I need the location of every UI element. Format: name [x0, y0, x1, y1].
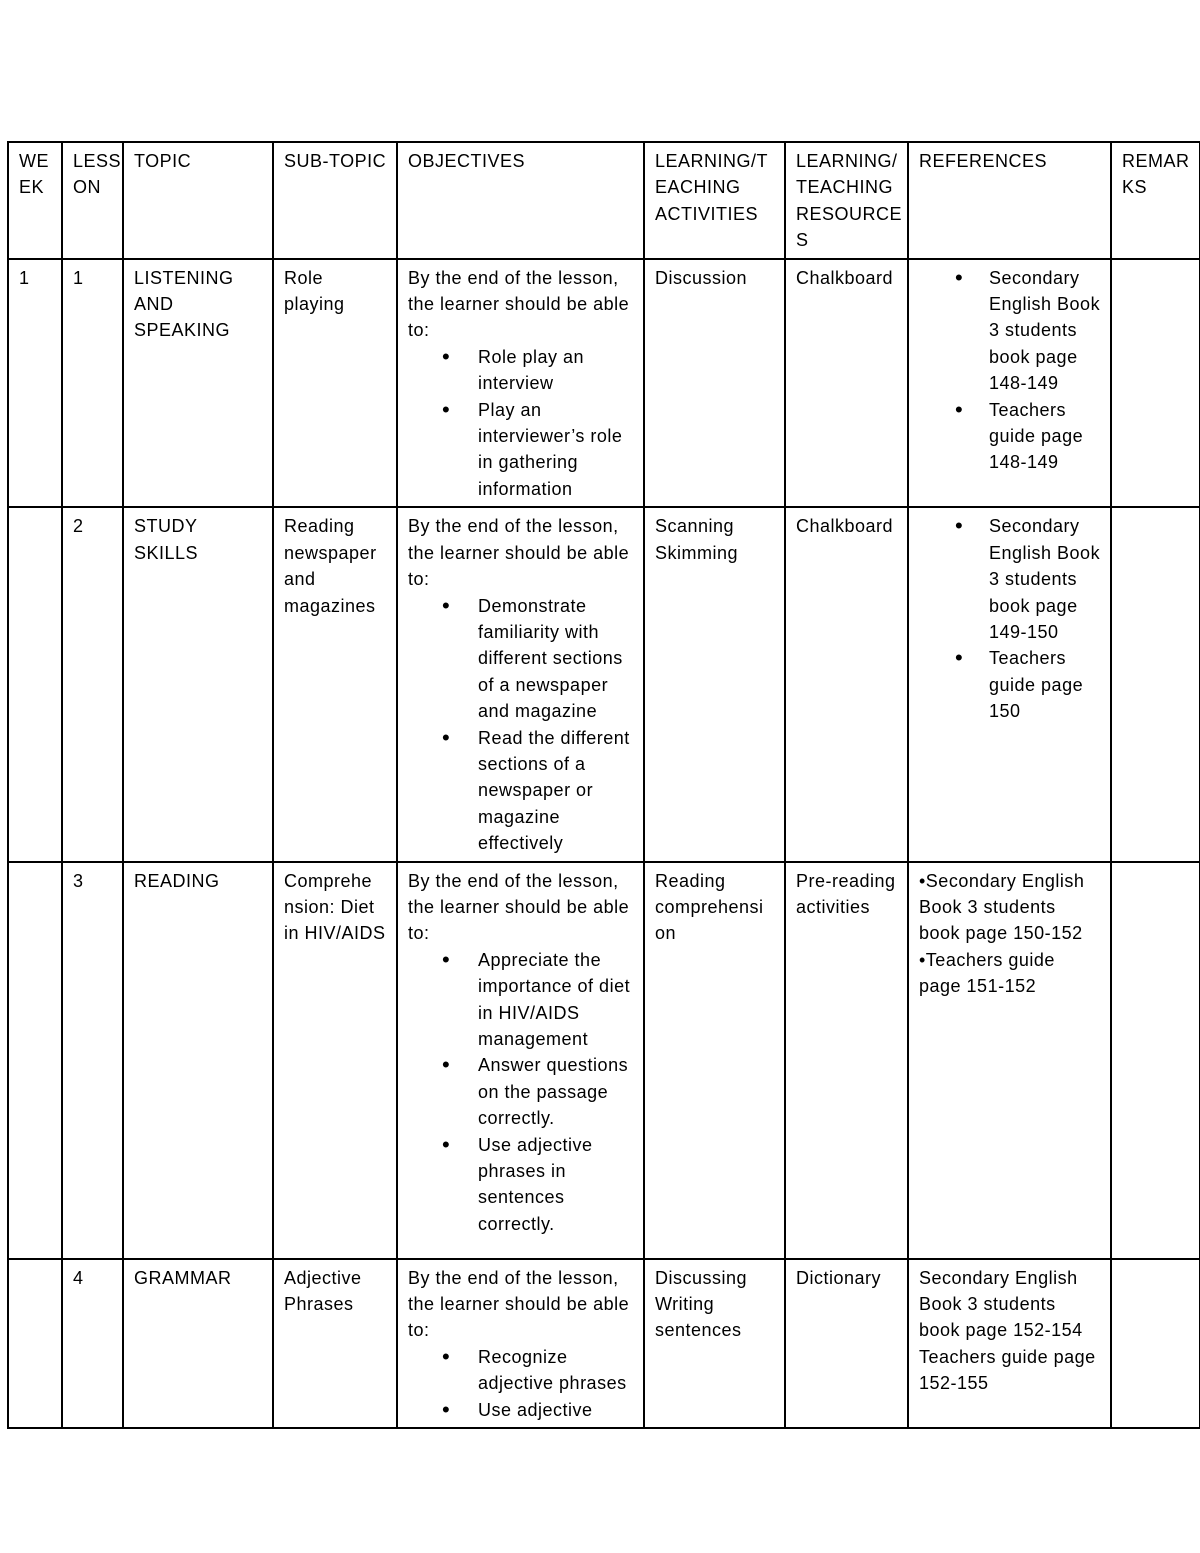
week-cell	[8, 259, 62, 508]
reference-item: Teachers guide page 152-155	[919, 1346, 1096, 1394]
table-row	[8, 862, 1200, 1259]
objectives-list	[408, 1344, 635, 1423]
resources-value: Chalkboard	[796, 516, 894, 537]
objectives-intro: By the end of the lesson, the learner should be able to:	[408, 870, 630, 944]
header-topic: TOPIC	[123, 142, 273, 259]
reference-item: Secondary English Book 3 students book page 152-154	[919, 1267, 1083, 1341]
table-row	[8, 507, 1200, 861]
lesson-cell	[62, 862, 123, 1259]
subtopic-cell	[273, 1259, 397, 1428]
references-list	[919, 513, 1102, 724]
remarks-cell	[1111, 259, 1200, 508]
header-lesson: LESS ON	[62, 142, 123, 259]
header-objectives: OBJECTIVES	[397, 142, 644, 259]
subtopic-value: Adjective Phrases	[284, 1267, 362, 1314]
activities-value: Reading comprehensi on	[655, 870, 764, 944]
remarks-cell	[1111, 1259, 1200, 1428]
header-references: REFERENCES	[908, 142, 1111, 259]
objectives-intro: By the end of the lesson, the learner should be able to:	[408, 516, 630, 590]
objectives-list	[408, 344, 635, 502]
objectives-cell	[397, 507, 644, 861]
topic-value: LISTENING AND SPEAKING	[134, 267, 234, 341]
header-week: WE EK	[8, 142, 62, 259]
topic-cell	[123, 1259, 273, 1428]
references-cell	[908, 259, 1111, 508]
table-row	[8, 1259, 1200, 1428]
lesson-value: 2	[73, 516, 84, 537]
lesson-value: 1	[73, 267, 84, 288]
lesson-cell	[62, 507, 123, 861]
header-remarks: REMAR KS	[1111, 142, 1200, 259]
week-value: 1	[19, 267, 30, 288]
topic-value: STUDY SKILLS	[134, 516, 199, 563]
activities-cell	[644, 862, 785, 1259]
activities-cell	[644, 507, 785, 861]
references-list	[919, 1265, 1102, 1397]
objectives-list	[408, 593, 635, 857]
header-activities: LEARNING/T EACHING ACTIVITIES	[644, 142, 785, 259]
reference-item: • Teachers guide page 150	[919, 645, 1102, 724]
subtopic-cell	[273, 259, 397, 508]
objectives-cell	[397, 259, 644, 508]
scheme-of-work-table	[7, 141, 1200, 1429]
objective-item: • Answer questions on the passage correctly.	[408, 1052, 635, 1131]
objectives-intro: By the end of the lesson, the learner should be able to:	[408, 1267, 630, 1341]
resources-value: Pre-reading activities	[796, 870, 896, 917]
reference-item: • Secondary English Book 3 students book page 149-150	[919, 513, 1102, 645]
subtopic-cell	[273, 507, 397, 861]
subtopic-value: Reading newspaper and magazines	[284, 516, 377, 616]
activities-cell	[644, 259, 785, 508]
objective-item: • Demonstrate familiarity with different sections of a newspaper and magazine	[408, 593, 635, 725]
topic-value: GRAMMAR	[134, 1267, 232, 1288]
header-subtopic: SUB-TOPIC	[273, 142, 397, 259]
reference-item: • Secondary English Book 3 students book page 148-149	[919, 265, 1102, 397]
week-cell	[8, 862, 62, 1259]
objectives-cell	[397, 1259, 644, 1428]
topic-cell	[123, 862, 273, 1259]
objectives-list	[408, 947, 635, 1237]
references-list	[919, 265, 1102, 476]
lesson-value: 4	[73, 1267, 84, 1288]
topic-value: READING	[134, 870, 220, 891]
week-cell	[8, 1259, 62, 1428]
objective-item: • Use adjective	[408, 1397, 635, 1423]
resources-cell	[785, 862, 908, 1259]
reference-item: •Teachers guide page 151-152	[919, 949, 1055, 997]
objective-item: • Play an interviewer’s role in gathering information	[408, 397, 635, 503]
objective-item: • Use adjective phrases in sentences correctly.	[408, 1132, 635, 1238]
subtopic-value: Role playing	[284, 267, 345, 315]
activities-cell	[644, 1259, 785, 1428]
resources-cell	[785, 507, 908, 861]
subtopic-cell	[273, 862, 397, 1259]
activities-value: Discussing Writing sentences	[655, 1267, 748, 1341]
references-cell	[908, 507, 1111, 861]
subtopic-value: Comprehe nsion: Diet in HIV/AIDS	[284, 870, 386, 944]
resources-cell	[785, 259, 908, 508]
activities-value: Discussion	[655, 267, 748, 288]
topic-cell	[123, 259, 273, 508]
references-cell	[908, 862, 1111, 1259]
lesson-cell	[62, 259, 123, 508]
topic-cell	[123, 507, 273, 861]
resources-value: Chalkboard	[796, 267, 894, 288]
objective-item: • Appreciate the importance of diet in HIV/AIDS management	[408, 947, 635, 1053]
activities-value: Scanning Skimming	[655, 516, 739, 563]
table-row	[8, 259, 1200, 508]
remarks-cell	[1111, 507, 1200, 861]
references-cell	[908, 1259, 1111, 1428]
resources-cell	[785, 1259, 908, 1428]
objectives-cell	[397, 862, 644, 1259]
reference-item: •Secondary English Book 3 students book page 150-152	[919, 870, 1085, 944]
resources-value: Dictionary	[796, 1267, 882, 1288]
remarks-cell	[1111, 862, 1200, 1259]
reference-item: • Teachers guide page 148-149	[919, 397, 1102, 476]
objective-item: • Role play an interview	[408, 344, 635, 397]
lesson-cell	[62, 1259, 123, 1428]
objectives-intro: By the end of the lesson, the learner should be able to:	[408, 267, 630, 341]
header-resources: LEARNING/ TEACHING RESOURCE S	[785, 142, 908, 259]
references-list	[919, 868, 1102, 1000]
lesson-value: 3	[73, 870, 84, 891]
objective-item: • Read the different sections of a newspaper or magazine effectively	[408, 725, 635, 857]
header-row	[8, 142, 1200, 259]
objective-item: • Recognize adjective phrases	[408, 1344, 635, 1397]
week-cell	[8, 507, 62, 861]
